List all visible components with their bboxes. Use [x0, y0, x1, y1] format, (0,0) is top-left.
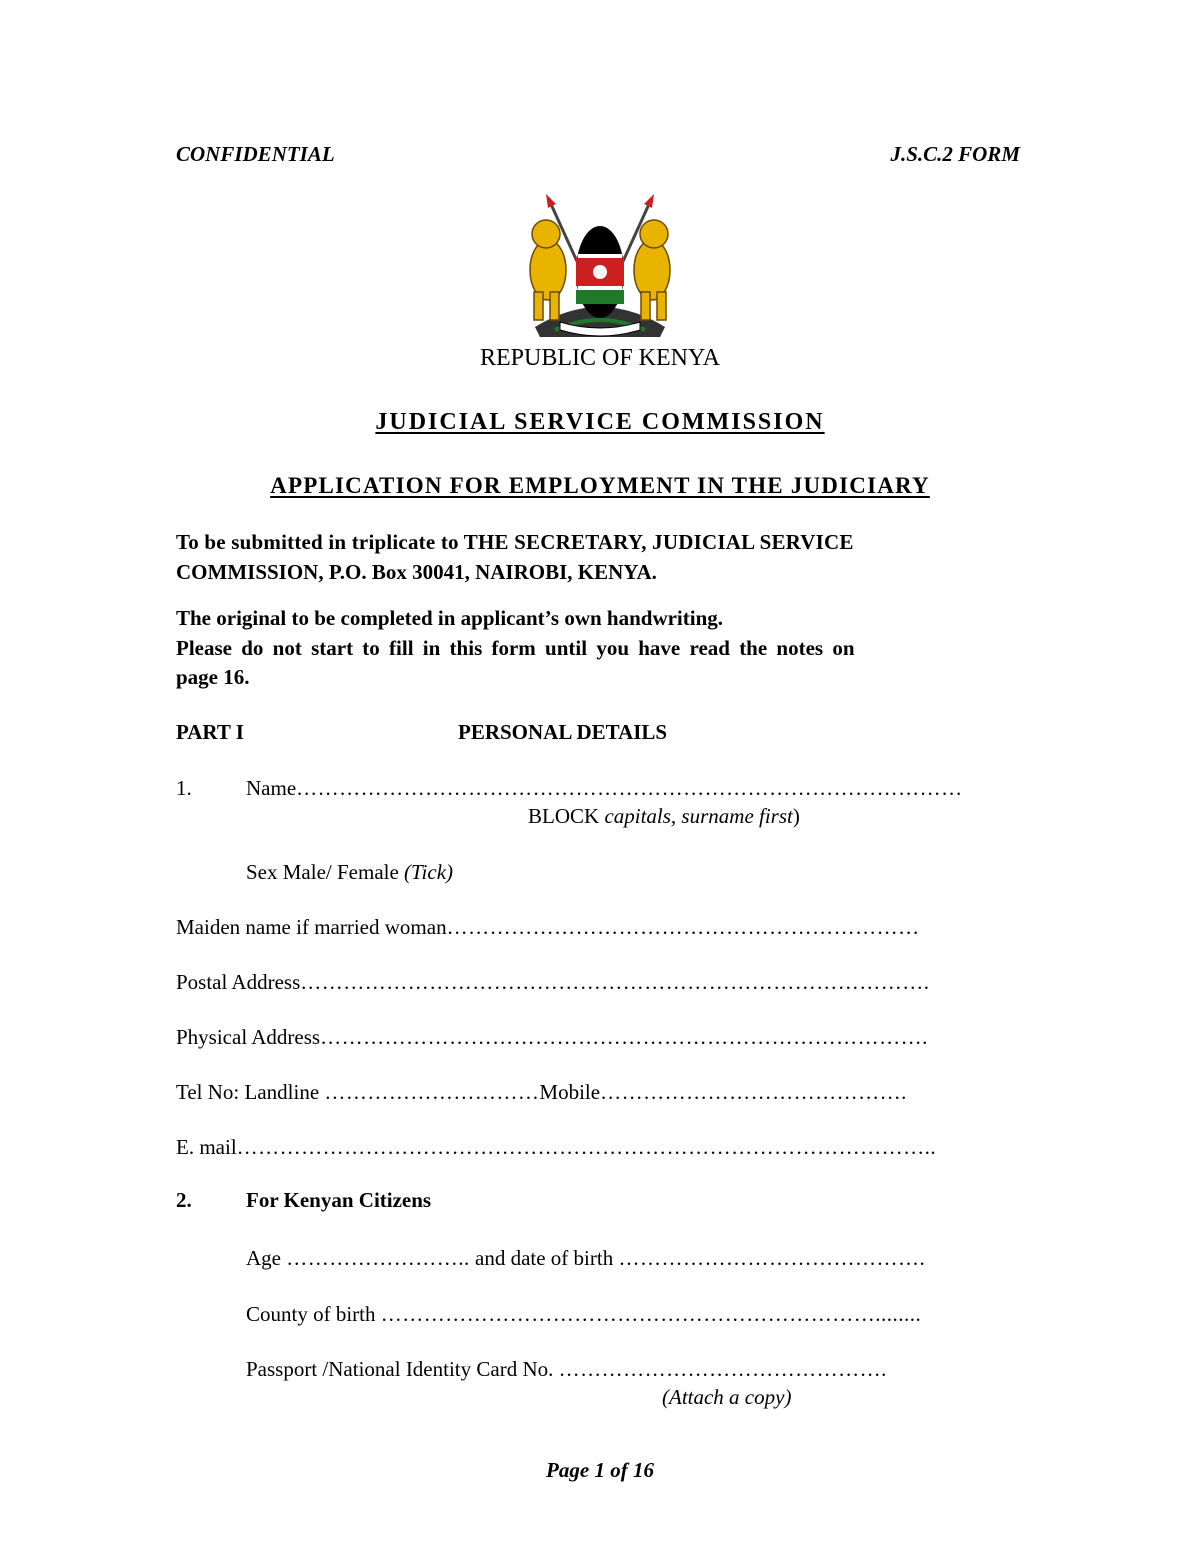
- age-label: Age: [246, 1246, 287, 1270]
- physical-address-field[interactable]: Physical Address………………………………………………………………………….: [176, 1025, 928, 1049]
- page-number: Page 1 of 16: [546, 1458, 654, 1482]
- application-title: APPLICATION FOR EMPLOYMENT IN THE JUDICIARY: [270, 473, 930, 498]
- submit-instruction-line1: To be submitted in triplicate to THE SECRETARY, JUDICIAL SERVICE: [176, 530, 854, 554]
- telephone-field[interactable]: Tel No: Landline …………………………Mobile…………………………………….: [176, 1080, 907, 1104]
- tel-label: Tel No: Landline: [176, 1080, 325, 1104]
- age-dob-field[interactable]: Age …………………….. and date of birth …………………………………….: [246, 1246, 926, 1270]
- passport-label: Passport /National Identity Card No.: [246, 1357, 559, 1381]
- name-dots: …………………………………………………………………………………: [296, 776, 963, 800]
- maiden-label: Maiden name if married woman: [176, 915, 447, 939]
- maiden-name-field[interactable]: Maiden name if married woman…………………………………………………………: [176, 915, 920, 939]
- please-instruction-line2: page 16.: [176, 665, 250, 689]
- email-field[interactable]: E. mail……………………………………………………………………………………..: [176, 1135, 937, 1159]
- coat-of-arms-emblem: [510, 192, 690, 342]
- dob-label: and date of birth: [469, 1246, 619, 1270]
- submit-instruction-line2: COMMISSION, P.O. Box 30041, NAIROBI, KENYA.: [176, 560, 657, 584]
- name-hint: BLOCK capitals, surname first): [528, 804, 800, 828]
- county-label: County of birth: [246, 1302, 381, 1326]
- please-instruction-line1: Please do not start to fill in this form until you have read the notes on: [176, 636, 855, 660]
- name-label: Name: [246, 776, 297, 800]
- postal-address-field[interactable]: Postal Address…………………………………………………………………………….: [176, 970, 930, 994]
- postal-label: Postal Address: [176, 970, 301, 994]
- section1-number: 1.: [176, 776, 192, 800]
- commission-title: JUDICIAL SERVICE COMMISSION: [375, 409, 825, 435]
- original-instruction: The original to be completed in applicant’s own handwriting.: [176, 606, 724, 630]
- form-code-label: J.S.C.2 FORM: [890, 142, 1020, 166]
- confidential-label: CONFIDENTIAL: [176, 142, 335, 166]
- republic-title: REPUBLIC OF KENYA: [479, 345, 721, 371]
- sex-field[interactable]: [246, 860, 453, 885]
- part-title: PERSONAL DETAILS: [458, 720, 668, 744]
- attach-copy-hint: (Attach a copy): [662, 1385, 792, 1409]
- physical-label: Physical Address: [176, 1025, 321, 1049]
- county-of-birth-field[interactable]: County of birth ……………………………………………………………........: [246, 1302, 922, 1326]
- sex-hint: (Tick): [404, 860, 454, 884]
- sex-label: Sex Male/ Female: [246, 860, 399, 884]
- section2-number: 2.: [176, 1188, 192, 1212]
- mobile-label: Mobile: [539, 1080, 601, 1104]
- name-field[interactable]: [246, 776, 963, 801]
- part-number: PART I: [176, 720, 244, 744]
- section2-title: For Kenyan Citizens: [246, 1188, 432, 1212]
- email-label: E. mail: [176, 1135, 237, 1159]
- passport-id-field[interactable]: Passport /National Identity Card No. ……………………………………….: [246, 1357, 887, 1381]
